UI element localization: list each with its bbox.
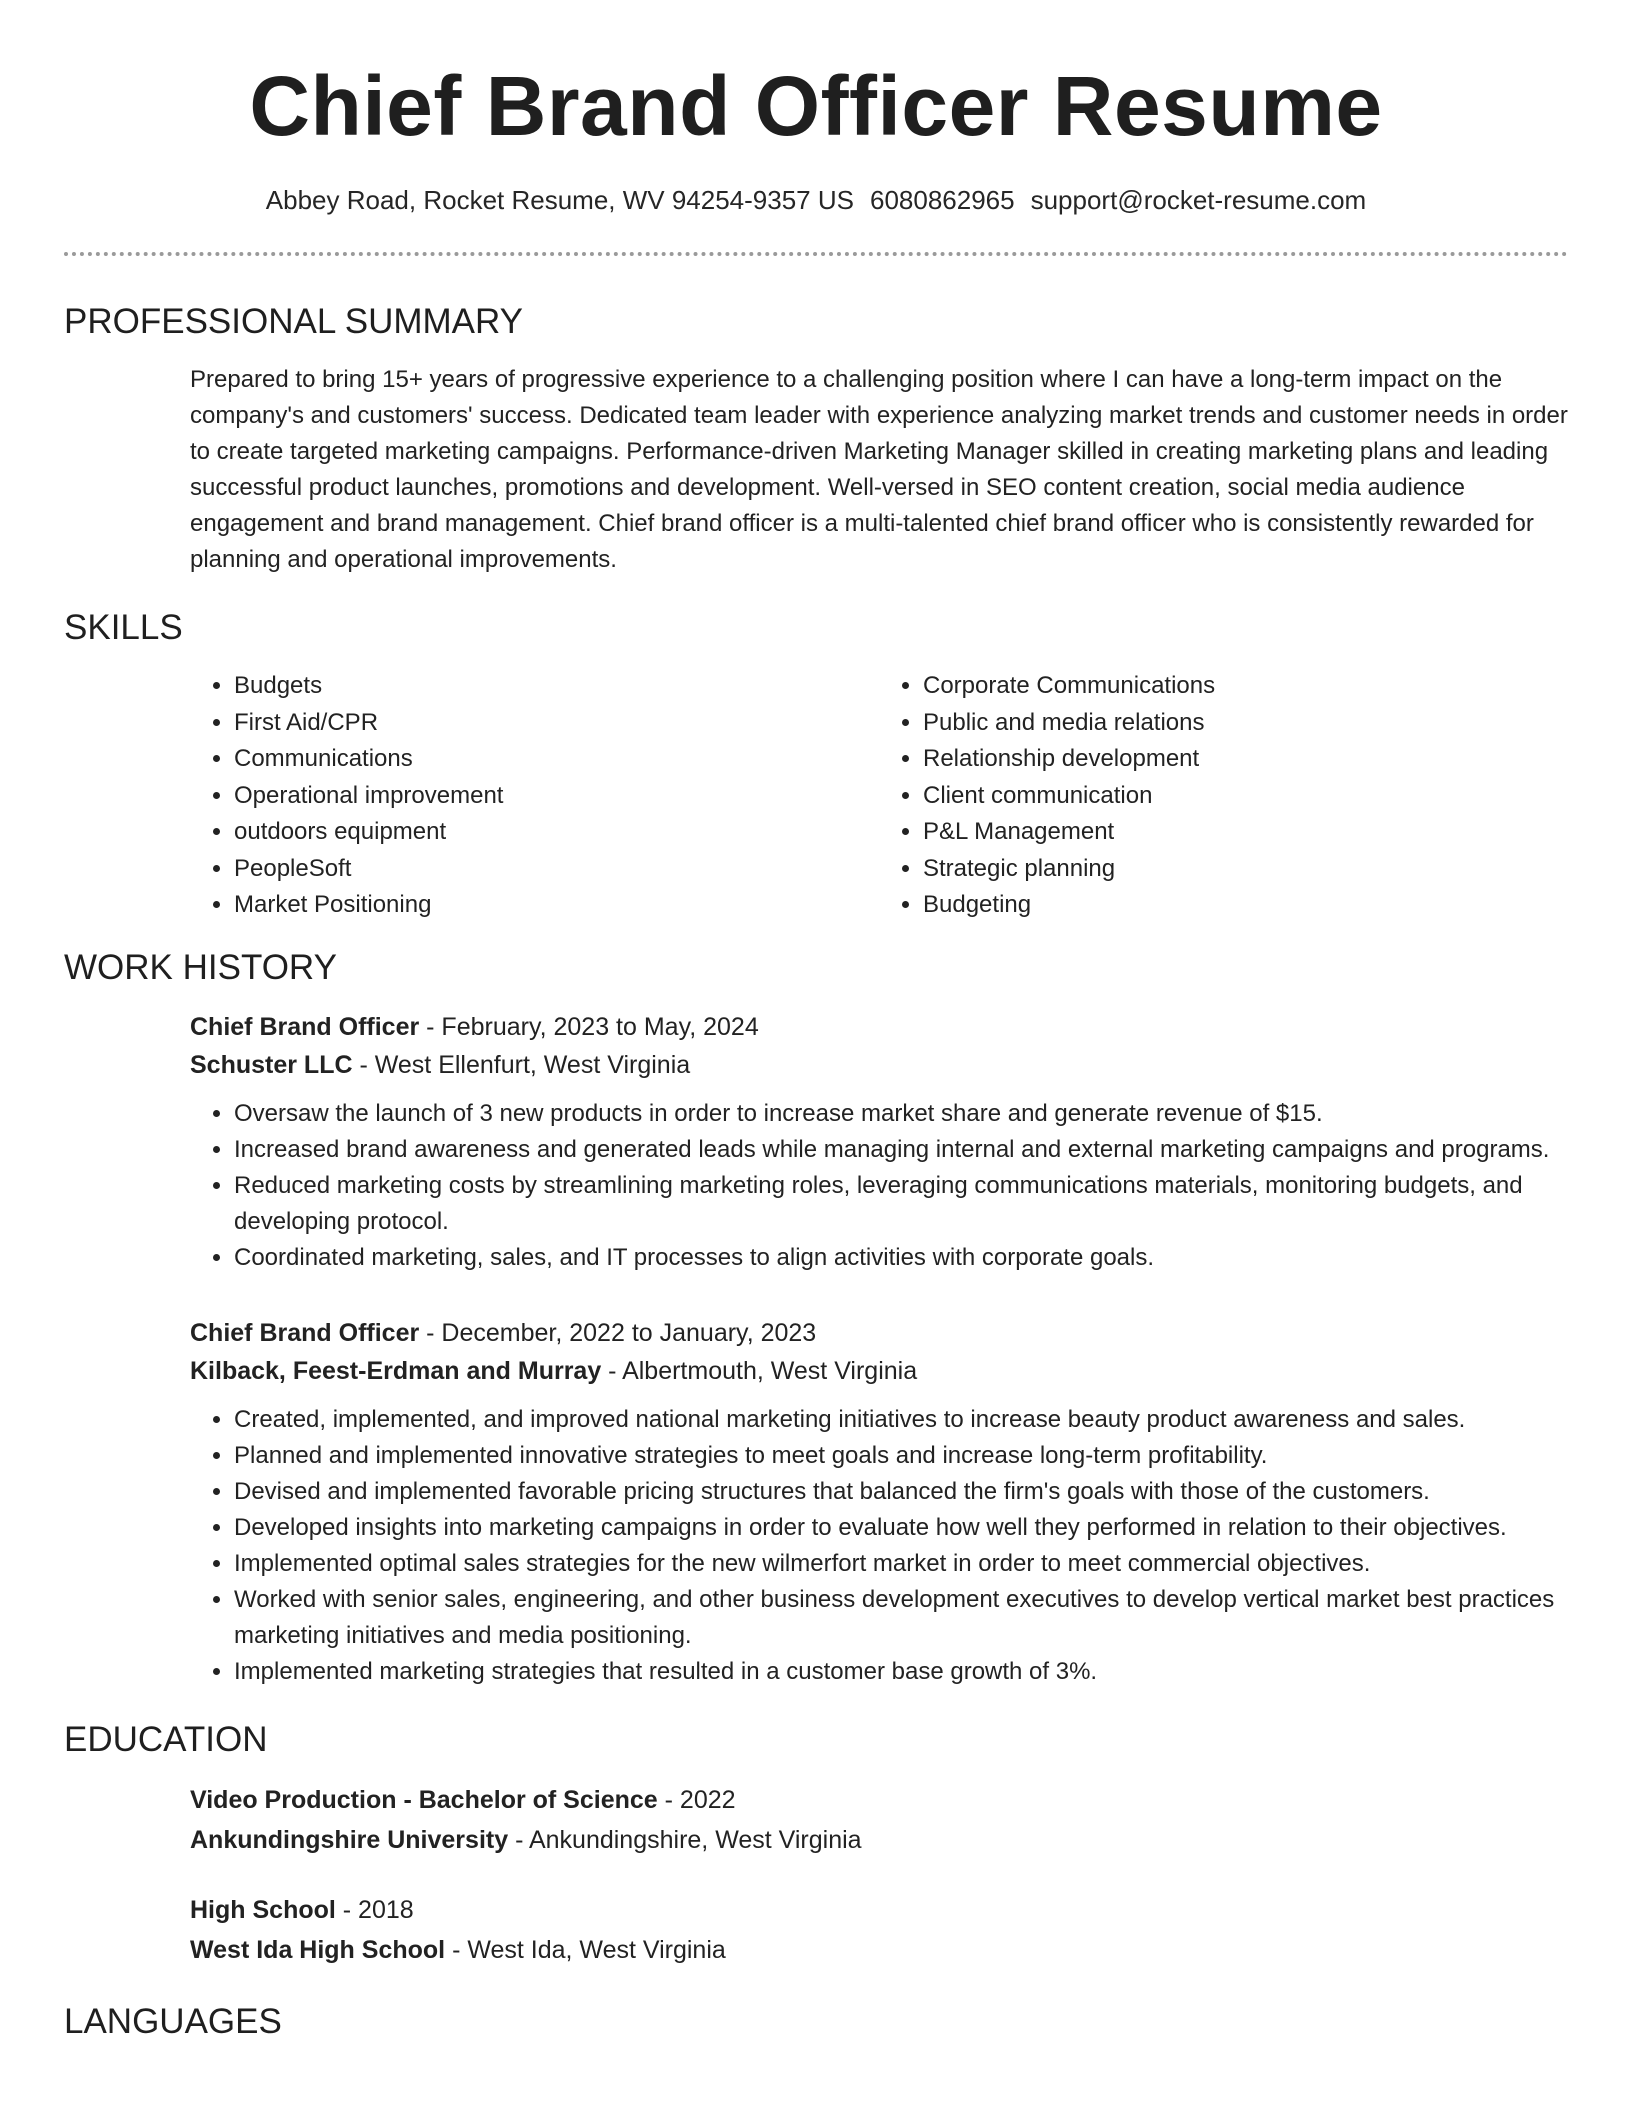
education-location: - West Ida, West Virginia	[445, 1935, 726, 1964]
job-bullet: • Reduced marketing costs by streamlining marketing roles, leveraging communications materials, monitoring budgets, and developing protocol.	[234, 1168, 1568, 1240]
education-school-line	[190, 1930, 1568, 1970]
job-bullet: • Implemented marketing strategies that resulted in a customer base growth of 3%.	[234, 1654, 1568, 1690]
job-location: - West Ellenfurt, West Virginia	[352, 1050, 691, 1079]
job-title-line	[190, 1314, 1568, 1352]
job-title: Chief Brand Officer	[190, 1012, 420, 1041]
languages-heading: LANGUAGES	[64, 2001, 282, 2041]
job-company-line	[190, 1046, 1568, 1084]
skill-item: • Budgets	[234, 668, 879, 705]
contact-phone: 6080862965	[869, 185, 1015, 215]
skills-section	[64, 606, 1568, 924]
resume-title: Chief Brand Officer Resume	[249, 59, 1383, 153]
languages-section	[64, 2000, 1568, 2044]
education-entry	[190, 1890, 1568, 1970]
work-history-section	[64, 946, 1568, 1690]
job-title-line	[190, 1008, 1568, 1046]
education-school: West Ida High School	[190, 1935, 446, 1964]
job-bullets	[190, 1402, 1568, 1690]
skill-item: • First Aid/CPR	[234, 705, 879, 742]
skill-item: • Budgeting	[923, 887, 1568, 924]
job-location: - Albertmouth, West Virginia	[601, 1356, 918, 1385]
education-entry	[190, 1780, 1568, 1860]
skill-item: • Strategic planning	[923, 851, 1568, 888]
skills-heading: SKILLS	[64, 608, 183, 647]
job-title: Chief Brand Officer	[190, 1318, 420, 1347]
job-bullets	[190, 1096, 1568, 1276]
job-company: Kilback, Feest-Erdman and Murray	[190, 1356, 602, 1385]
job-bullet: • Oversaw the launch of 3 new products in order to increase market share and generate revenue of $15.	[234, 1096, 1568, 1132]
skills-list-right	[879, 668, 1568, 924]
summary-text: Prepared to bring 15+ years of progressive experience to a challenging position where I can have a long-term impact on the company's and customers' success. Dedicated team leader with experience analyzing market trends and customer needs in order to create targeted marketing campaigns. Performance-driven Marketing Manager skilled in creating marketing plans and leading successful product launches, promotions and development. Well-versed in SEO content creation, social media audience engagement and brand management. Chief brand officer is a multi-talented chief brand officer who is consistently rewarded for planning and operational improvements.	[190, 366, 1568, 573]
job-bullet: • Worked with senior sales, engineering, and other business development executives to develop vertical market best practices marketing initiatives and media positioning.	[234, 1582, 1568, 1654]
skill-item: • P&L Management	[923, 814, 1568, 851]
skill-item: • Client communication	[923, 778, 1568, 815]
skill-item: • Operational improvement	[234, 778, 879, 815]
education-school-line	[190, 1820, 1568, 1860]
education-heading: EDUCATION	[64, 1719, 268, 1759]
skill-item: • Corporate Communications	[923, 668, 1568, 705]
job-bullet: • Coordinated marketing, sales, and IT processes to align activities with corporate goals.	[234, 1240, 1568, 1276]
work-history-heading: WORK HISTORY	[64, 947, 337, 987]
skill-item: • Public and media relations	[923, 705, 1568, 742]
contact-info	[64, 182, 1568, 218]
job-entry	[190, 1008, 1568, 1276]
education-degree: Video Production - Bachelor of Science	[190, 1785, 658, 1814]
skill-item: • Relationship development	[923, 741, 1568, 778]
education-year: - 2022	[657, 1785, 736, 1814]
job-bullet: • Planned and implemented innovative strategies to meet goals and increase long-term profitability.	[234, 1438, 1568, 1474]
job-dates: - February, 2023 to May, 2024	[419, 1012, 759, 1041]
job-bullet: • Developed insights into marketing campaigns in order to evaluate how well they performed in relation to their objectives.	[234, 1510, 1568, 1546]
education-location: - Ankundingshire, West Virginia	[508, 1825, 862, 1854]
contact-email: support@rocket-resume.com	[1030, 185, 1367, 215]
job-dates: - December, 2022 to January, 2023	[419, 1318, 817, 1347]
summary-heading: PROFESSIONAL SUMMARY	[64, 302, 523, 341]
education-year: - 2018	[335, 1895, 414, 1924]
skill-item: • Communications	[234, 741, 879, 778]
skill-item: • outdoors equipment	[234, 814, 879, 851]
skill-item: • Market Positioning	[234, 887, 879, 924]
header-divider	[64, 252, 1568, 256]
summary-section	[64, 300, 1568, 578]
skills-grid	[190, 668, 1568, 924]
education-degree-line	[190, 1890, 1568, 1930]
job-entry	[190, 1314, 1568, 1690]
job-bullet: • Created, implemented, and improved national marketing initiatives to increase beauty product awareness and sales.	[234, 1402, 1568, 1438]
education-degree-line	[190, 1780, 1568, 1820]
education-school: Ankundingshire University	[190, 1825, 509, 1854]
skill-item: • PeopleSoft	[234, 851, 879, 888]
job-bullet: • Implemented optimal sales strategies for the new wilmerfort market in order to meet commercial objectives.	[234, 1546, 1568, 1582]
education-section	[64, 1718, 1568, 1970]
education-degree: High School	[190, 1895, 336, 1924]
job-bullet: • Increased brand awareness and generated leads while managing internal and external marketing campaigns and programs.	[234, 1132, 1568, 1168]
contact-address: Abbey Road, Rocket Resume, WV 94254-9357 US	[265, 185, 854, 215]
job-bullet: • Devised and implemented favorable pricing structures that balanced the firm's goals with those of the customers.	[234, 1474, 1568, 1510]
job-company: Schuster LLC	[190, 1050, 353, 1079]
job-company-line	[190, 1352, 1568, 1390]
skills-list-left	[190, 668, 879, 924]
